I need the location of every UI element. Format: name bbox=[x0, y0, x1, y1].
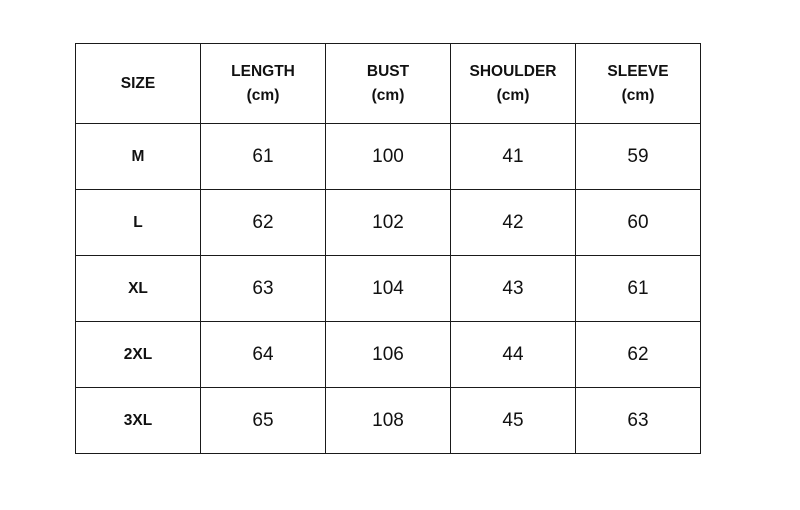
header-shoulder bbox=[451, 44, 576, 124]
length-cell: 61 bbox=[201, 124, 326, 190]
header-unit: (cm) bbox=[371, 86, 405, 104]
sleeve-cell: 62 bbox=[576, 322, 701, 388]
bust-cell: 104 bbox=[326, 256, 451, 322]
bust-cell: 100 bbox=[326, 124, 451, 190]
size-cell: L bbox=[76, 190, 201, 256]
header-length bbox=[201, 44, 326, 124]
size-chart-table bbox=[75, 43, 701, 454]
header-unit: (cm) bbox=[246, 86, 280, 104]
length-cell: 62 bbox=[201, 190, 326, 256]
header-sleeve bbox=[576, 44, 701, 124]
table-row bbox=[76, 388, 701, 454]
length-cell: 64 bbox=[201, 322, 326, 388]
shoulder-cell: 43 bbox=[451, 256, 576, 322]
sleeve-cell: 63 bbox=[576, 388, 701, 454]
header-unit: (cm) bbox=[621, 86, 655, 104]
header-label: SIZE bbox=[120, 74, 156, 92]
sleeve-cell: 59 bbox=[576, 124, 701, 190]
size-chart-body bbox=[76, 124, 701, 454]
header-bust bbox=[326, 44, 451, 124]
bust-cell: 106 bbox=[326, 322, 451, 388]
header-label: SLEEVE bbox=[607, 62, 669, 80]
shoulder-cell: 45 bbox=[451, 388, 576, 454]
header-label: SHOULDER bbox=[469, 62, 557, 80]
table-row bbox=[76, 256, 701, 322]
length-cell: 63 bbox=[201, 256, 326, 322]
sleeve-cell: 60 bbox=[576, 190, 701, 256]
shoulder-cell: 42 bbox=[451, 190, 576, 256]
size-chart-header bbox=[76, 44, 701, 124]
shoulder-cell: 44 bbox=[451, 322, 576, 388]
length-cell: 65 bbox=[201, 388, 326, 454]
sleeve-cell: 61 bbox=[576, 256, 701, 322]
size-cell: 2XL bbox=[76, 322, 201, 388]
table-row bbox=[76, 322, 701, 388]
header-row bbox=[76, 44, 701, 124]
size-cell: 3XL bbox=[76, 388, 201, 454]
header-size bbox=[76, 44, 201, 124]
header-unit: (cm) bbox=[496, 86, 530, 104]
size-cell: XL bbox=[76, 256, 201, 322]
header-label: LENGTH bbox=[231, 62, 295, 80]
table-row bbox=[76, 124, 701, 190]
header-label: BUST bbox=[366, 62, 410, 80]
bust-cell: 108 bbox=[326, 388, 451, 454]
shoulder-cell: 41 bbox=[451, 124, 576, 190]
size-cell: M bbox=[76, 124, 201, 190]
bust-cell: 102 bbox=[326, 190, 451, 256]
table-row bbox=[76, 190, 701, 256]
